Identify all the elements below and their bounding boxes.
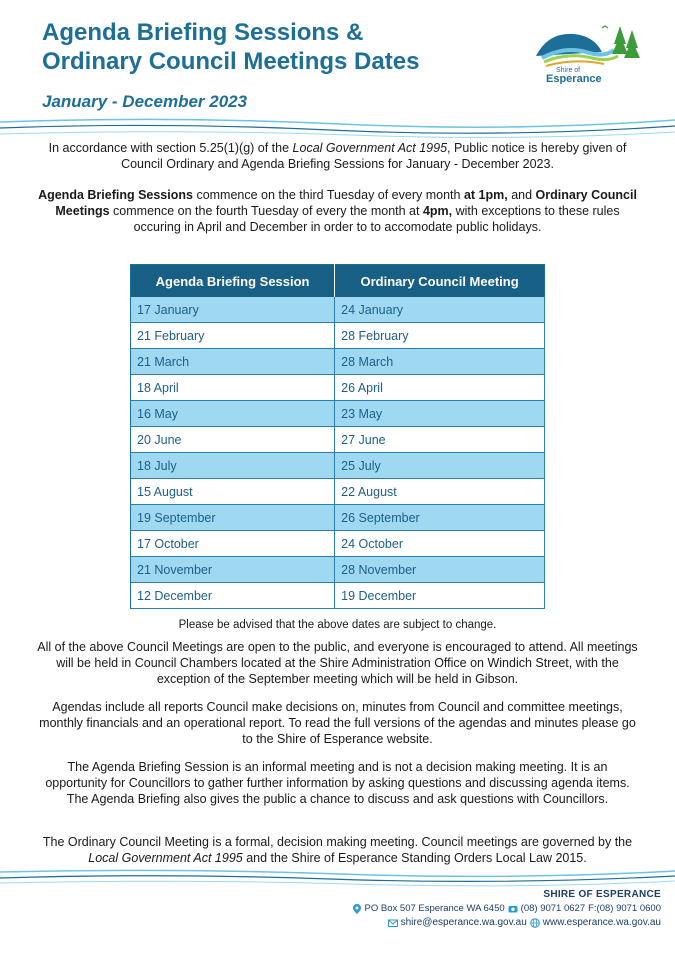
briefing-date-cell: 21 February <box>131 323 335 349</box>
title-line-2: Ordinary Council Meetings Dates <box>42 48 420 75</box>
rules-paragraph: Agenda Briefing Sessions commence on the third Tuesday of every month at 1pm, and Ordinary Council Meetings commence on the fourth Tuesday of every the month at 4pm, with exceptions to these rules occuring in April and December in order to to accomodate public holidays. <box>38 188 637 234</box>
table-row <box>131 505 545 531</box>
globe-icon <box>530 918 540 928</box>
meeting-date-cell: 24 October <box>335 531 545 557</box>
briefing-date-cell: 18 April <box>131 375 335 401</box>
logo-large-text: Esperance <box>546 73 602 84</box>
meeting-date-cell: 24 January <box>335 297 545 323</box>
table-row <box>131 349 545 375</box>
briefing-date-cell: 17 January <box>131 297 335 323</box>
meeting-date-cell: 19 December <box>335 583 545 609</box>
page-title <box>42 18 419 76</box>
meeting-dates-table <box>130 264 545 609</box>
table-row <box>131 557 545 583</box>
footer-fax: F:(08) 9071 0600 <box>588 903 661 914</box>
table-row <box>131 583 545 609</box>
briefing-date-cell: 15 August <box>131 479 335 505</box>
phone-icon <box>508 904 518 914</box>
footer-contact-line <box>352 903 661 914</box>
header-ordinary-council-meeting: Ordinary Council Meeting <box>335 265 545 298</box>
dates-change-notice: Please be advised that the above dates are subject to change. <box>178 619 497 631</box>
title-line-1: Agenda Briefing Sessions & <box>42 19 364 46</box>
briefing-date-cell: 16 May <box>131 401 335 427</box>
briefing-date-cell: 21 November <box>131 557 335 583</box>
meeting-date-cell: 28 February <box>335 323 545 349</box>
table-row <box>131 479 545 505</box>
briefing-info-paragraph: The Agenda Briefing Session is an informal meeting and is not a decision making meeting. It is an opportunity for Councillors to gather further information by asking questions and discussing agenda items. The Agenda Briefing also gives the public a chance to discuss and ask questions with Councillors. <box>45 760 630 806</box>
table-row <box>131 531 545 557</box>
meeting-date-cell: 25 July <box>335 453 545 479</box>
table-row <box>131 375 545 401</box>
footer-phone: (08) 9071 0627 <box>520 903 586 914</box>
header-wave-divider <box>0 112 675 142</box>
header-agenda-briefing-session: Agenda Briefing Session <box>131 265 335 298</box>
location-pin-icon <box>352 904 362 914</box>
briefing-date-cell: 19 September <box>131 505 335 531</box>
table-row <box>131 297 545 323</box>
meeting-date-cell: 22 August <box>335 479 545 505</box>
page-subtitle: January - December 2023 <box>42 92 248 111</box>
email-icon <box>388 918 398 928</box>
logo-small-text: Shire of <box>556 67 581 74</box>
table-row <box>131 427 545 453</box>
meeting-date-cell: 26 September <box>335 505 545 531</box>
intro-paragraph: In accordance with section 5.25(1)(g) of the Local Government Act 1995, Public notice is hereby given of Council Ordinary and Agenda Briefing Sessions for January - December 2023. <box>48 141 627 171</box>
footer-organisation: SHIRE OF ESPERANCE <box>543 889 661 900</box>
meeting-date-cell: 28 November <box>335 557 545 583</box>
meeting-date-cell: 26 April <box>335 375 545 401</box>
footer-website[interactable]: www.esperance.wa.gov.au <box>542 917 661 928</box>
briefing-date-cell: 17 October <box>131 531 335 557</box>
briefing-date-cell: 21 March <box>131 349 335 375</box>
table-row <box>131 401 545 427</box>
briefing-date-cell: 18 July <box>131 453 335 479</box>
agendas-paragraph: Agendas include all reports Council make decisions on, minutes from Council and committee meetings, monthly financials and an operational report. To read the full versions of the agendas and minutes please go to the Shire of Esperance website. <box>39 700 636 746</box>
footer-email[interactable]: shire@esperance.wa.gov.au <box>400 917 527 928</box>
table-header-row <box>131 265 545 298</box>
open-to-public-paragraph: All of the above Council Meetings are open to the public, and everyone is encouraged to attend. All meetings will be held in Council Chambers located at the Shire Administration Office on Windich Street, with the exception of the September meeting which will be held in Gibson. <box>37 640 638 686</box>
footer-wave-divider <box>0 866 675 888</box>
briefing-date-cell: 12 December <box>131 583 335 609</box>
shire-of-esperance-logo <box>534 22 646 84</box>
briefing-date-cell: 20 June <box>131 427 335 453</box>
meeting-date-cell: 23 May <box>335 401 545 427</box>
footer-address: PO Box 507 Esperance WA 6450 <box>364 903 505 914</box>
meeting-date-cell: 27 June <box>335 427 545 453</box>
table-row <box>131 453 545 479</box>
table-row <box>131 323 545 349</box>
meeting-date-cell: 28 March <box>335 349 545 375</box>
ordinary-info-paragraph: The Ordinary Council Meeting is a formal, decision making meeting. Council meetings are governed by the Local Government Act 1995 and the Shire of Esperance Standing Orders Local Law 2015. <box>42 835 633 865</box>
footer-web-line <box>388 917 661 928</box>
